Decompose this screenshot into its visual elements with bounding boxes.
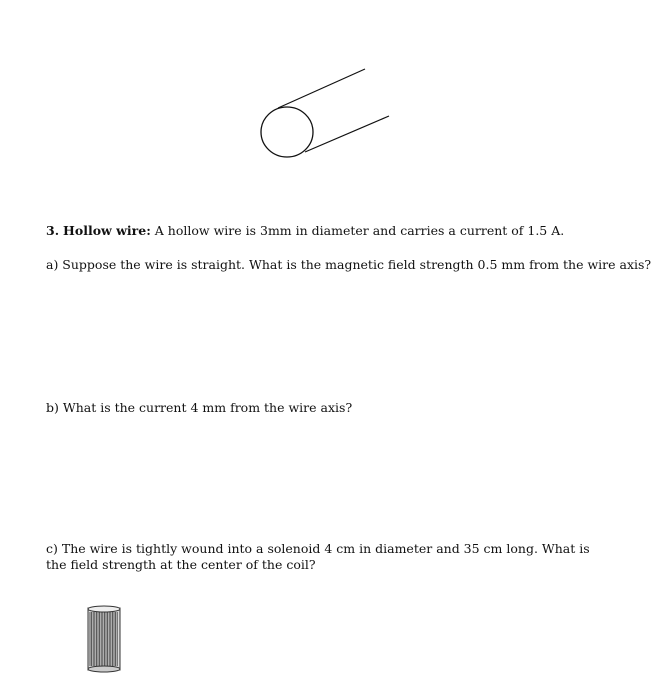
wire-top-edge [278, 69, 365, 108]
wire-bottom-edge [305, 116, 389, 152]
solenoid-top [88, 606, 120, 612]
problem-intro: A hollow wire is 3mm in diameter and carries a current of 1.5 A. [154, 223, 565, 238]
solenoid-bottom [88, 666, 120, 672]
wire-end-circle [261, 107, 313, 157]
question-c: c) The wire is tightly wound into a solenoid 4 cm in diameter and 35 cm long. What is the field strength at the center of the coil? [46, 541, 590, 572]
question-b: b) What is the current 4 mm from the wire axis? [46, 400, 353, 415]
hollow-wire-diagram [250, 60, 400, 170]
problem-statement [46, 223, 564, 239]
problem-title: Hollow wire: [63, 223, 151, 238]
problem-number: 3. [46, 223, 60, 238]
solenoid-diagram [84, 604, 124, 674]
question-a: a) Suppose the wire is straight. What is the magnetic field strength 0.5 mm from the wire axis? [46, 257, 652, 272]
